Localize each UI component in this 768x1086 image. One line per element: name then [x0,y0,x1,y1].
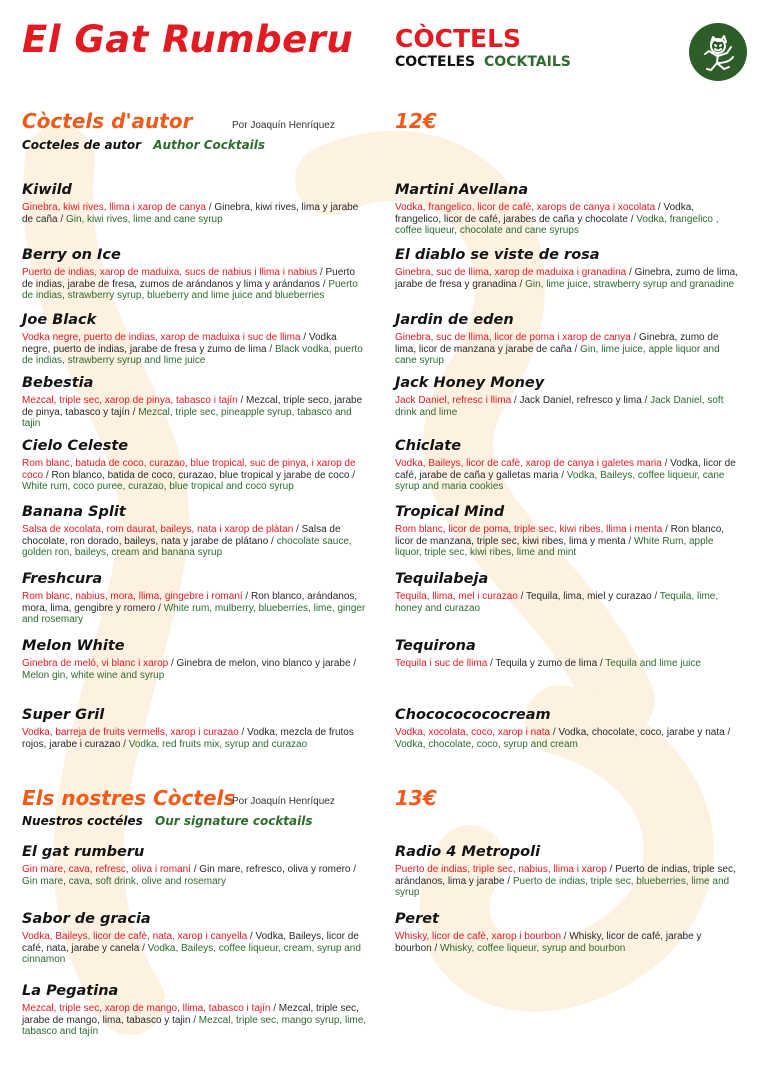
menu-item-description [395,395,740,418]
language-separator: / [627,213,637,225]
menu-item-name: Freshcura [22,571,103,587]
menu-item-description [395,267,740,290]
language-separator: / [641,395,651,406]
menu-item-name: Bebestia [22,375,94,391]
menu-item-description [395,658,740,670]
description-spanish: Vodka, mezcla de frutos rojos, jarabe i curazao [22,727,354,750]
dancing-cat-logo [689,23,747,81]
menu-item-name: Melon White [22,638,125,654]
description-english: Black vodka, puerto de indias, strawberry syrup and lime juice [22,343,363,367]
description-catalan: Ginebra, kiwi rives, llima i xarop de canya [22,202,206,213]
language-separator: / [431,942,441,954]
menu-item-name: Banana Split [22,504,126,520]
language-separator: / [625,535,634,547]
menu-item-name: Joe Black [22,312,97,328]
language-separator: / [57,213,66,225]
description-spanish: Gin mare, refresco, oliva y romero [199,864,351,875]
menu-item-description [22,931,367,966]
section-author-subtitle [22,138,265,153]
brand-title: El Gat Rumberu [22,18,354,61]
menu-item [22,374,367,430]
description-catalan: Rom blanc, licor de poma, triple sec, kiwi ribes, llima i menta [395,524,663,535]
description-spanish: Vodka, Baileys, licor de café, nata, jarabe y canela [22,931,359,954]
description-catalan: Puerto de indias, triple sec, nabius, llima i xarop [395,864,607,875]
menu-item-description [395,591,740,614]
menu-item-description [22,458,367,493]
description-english: Jack Daniel, soft drink and lime [395,395,724,418]
description-spanish: Mezcal, triple sec, jarabe de mango, lima, tabasco y tajin [22,1003,359,1026]
menu-item [395,503,740,559]
menu-item-name: Jardin de eden [395,312,514,328]
section-signature-subtitle-en: Our signature cocktails [155,814,313,828]
cat-icon [689,23,747,81]
menu-item-name: Sabor de gracia [22,911,151,927]
menu-item-description [22,332,367,367]
menu-item [22,246,367,302]
menu-item [22,843,367,887]
language-separator: / [237,395,247,406]
language-separator: / [350,658,357,669]
description-catalan: Ginebra, suc de llima, xarop de maduixa i granadina [395,267,627,278]
description-english: chocolate sauce, golden ron, baileys, cream and banana syrup [22,535,352,559]
description-spanish: Ron blanco, licor de manzana, triple sec, kiwi ribes, lima y menta [395,524,725,547]
menu-item-description [395,727,740,750]
description-english: Vodka, red fruits mix, syrup and curazao [128,738,308,750]
description-english: Vodka, frangelico , coffee liqueur, chocolate and cane syrups [395,213,719,237]
description-english: Melon gin, white wine and syrup [22,669,165,681]
language-separator: / [626,267,635,278]
menu-item-description [22,658,367,681]
description-spanish: Jack Daniel, refresco y lima [519,395,642,406]
description-catalan: Vodka negre, puerto de indias, xarop de maduixa i suc de llima [22,332,301,343]
description-catalan: Vodka, Baileys, licor de cafè, xarop de canya i galetes maria [395,458,662,469]
menu-item [395,311,740,367]
menu-item [22,570,367,626]
language-separator: / [724,727,731,738]
language-separator: / [247,931,256,942]
menu-item-name: Super Gril [22,707,105,723]
description-spanish: Ginebra de melon, vino blanco y jarabe [176,658,351,669]
menu-item-description [22,202,367,225]
description-catalan: Vodka, Baileys, licor de cafè, nata, xarop i canyella [22,931,248,942]
description-english: White rum, mulberry, blueberries, lime, ginger and rosemary [22,602,366,626]
menu-item-name: Peret [395,911,439,927]
description-spanish: Tequila, lima, miel y curazao [525,591,652,602]
language-separator: / [293,524,302,535]
section-signature-title: Els nostres Còctels [22,786,236,810]
language-separator: / [571,343,581,355]
description-catalan: Vodka, xocolata, coco, xarop i nata [395,727,551,738]
description-english: Tequila and lime juice [605,658,701,669]
language-separator: / [238,727,248,738]
category-subtitle-en: COCKTAILS [484,54,571,70]
menu-item-name: El gat rumberu [22,844,145,860]
language-separator: / [558,469,567,481]
description-english: Mezcal, triple sec, mango syrup, lime, tabasco and tajín [22,1014,367,1038]
language-separator: / [516,278,526,290]
language-separator: / [190,1014,199,1026]
description-catalan: Mezcal, triple sec, xarop de mango, llima, tabasco i tajín [22,1003,271,1014]
menu-item-name: Jack Honey Money [395,375,545,391]
menu-item-description [22,591,367,626]
menu-item-description [22,1003,367,1038]
menu-item-description [22,395,367,430]
menu-item-name: Chiclate [395,438,462,454]
language-separator: / [205,202,215,213]
description-catalan: Ginebra de meló, vi blanc i xarop [22,658,169,669]
description-english: Tequila, lime, honey and curazao [395,591,719,614]
description-spanish: Mezcal, triple seco, jarabe de pinya, tabasco y tajín [22,395,363,418]
category-title: CÒCTELS [395,24,522,53]
language-separator: / [139,942,148,954]
description-spanish: Vodka, frangelico, licor de café, jarabes de caña y chocolate [395,202,695,225]
menu-item-name: Tequirona [395,638,476,654]
language-separator: / [268,535,277,547]
description-spanish: Tequila y zumo de lima [495,658,598,669]
section-author-subtitle-en: Author Cocktails [153,138,266,152]
menu-item-description [395,458,740,493]
description-spanish: Puerto de indias, jarabe de fresa, zumos de arándanos y lima y arándanos [22,267,355,290]
menu-item-name: Tropical Mind [395,504,505,520]
description-catalan: Whisky, licor de cafè, xarop i bourbon [395,931,562,942]
description-english: Vodka, Baileys, coffee liqueur, cane syrup and maria cookies [395,469,725,493]
description-spanish: Ginebra, zumo de lima, jarabe de fresa y granadina [395,267,738,290]
language-separator: / [168,658,177,669]
description-catalan: Puerto de indias, xarop de maduixa, sucs de nabius i llima i nabius [22,267,318,278]
description-catalan: Rom blanc, batuda de coco, curazao, blue tropical, suc de pinya, i xarop de coco [22,458,356,481]
language-separator: / [43,469,52,481]
language-separator: / [655,202,664,213]
menu-item-name: Berry on Ice [22,247,121,263]
language-separator: / [511,395,520,406]
section-author-price: 12€ [395,109,437,133]
language-separator: / [661,458,671,469]
description-catalan: Jack Daniel, refresc i llima [395,395,512,406]
menu-item [395,437,740,493]
description-spanish: Ginebra, zumo de lima, licor de manzana y jarabe de caña [395,332,719,355]
description-catalan: Vodka, barreja de fruits vermells, xarop i curazao [22,727,239,738]
language-separator: / [266,343,275,355]
description-spanish: Vodka, chocolate, coco, jarabe y nata [558,727,725,738]
menu-item [395,637,740,670]
language-separator: / [550,727,559,738]
description-english: Whisky, coffee liqueur, syrup and bourbon [440,942,626,954]
menu-item [395,181,740,237]
description-spanish: Ginebra, kiwi rives, lima y jarabe de caña [22,202,359,225]
description-catalan: Mezcal, triple sec, xarop de pinya, tabasco i tajín [22,395,238,406]
description-catalan: Tequila, llima, mel i curazao [395,591,518,602]
description-english: White rum, coco puree, curazao, blue tropical and coco syrup [22,481,294,493]
language-separator: / [487,658,496,669]
description-english: Gin, lime juice, apple liquor and cane syrup [395,343,720,367]
description-english: Vodka, chocolate, coco, syrup and cream [395,738,578,750]
menu-item-name: Kiwild [22,182,72,198]
menu-item-name: El diablo se viste de rosa [395,247,600,263]
language-separator: / [597,658,606,669]
description-catalan: Ginebra, suc de llima, licor de poma i xarop de canya [395,332,631,343]
section-author-byline: Por Joaquín Henríquez [232,120,335,131]
description-catalan: Rom blanc, nabius, mora, llima, gingebre i romaní [22,591,243,602]
language-separator: / [630,332,640,343]
menu-item [22,503,367,559]
menu-item [22,181,367,225]
menu-item-description [395,332,740,367]
menu-item [22,311,367,367]
menu-item [22,437,367,493]
menu-item [395,843,740,899]
description-spanish: Whisky, licor de café, jarabe y bourbon [395,931,702,954]
language-separator: / [317,267,326,278]
description-english: Vodka, Baileys, coffee liqueur, cream, syrup and cinnamon [22,942,361,966]
language-separator: / [651,591,660,602]
menu-item-description [395,202,740,237]
description-spanish: Ron blanco, arándanos, mora, lima, gengibre y romero [22,591,358,614]
language-separator: / [517,591,526,602]
menu-item-name: Chocococococream [395,707,551,723]
menu-item [395,706,740,750]
menu-item-description [395,524,740,559]
language-separator: / [190,864,200,875]
description-english: Puerto de indias, triple sec, blueberries, lime and syrup [395,875,730,899]
language-separator: / [662,524,671,535]
menu-item [395,246,740,290]
description-spanish: Salsa de chocolate, ron dorado, baileys, nata y jarabe de plátano [22,524,341,547]
language-separator: / [242,591,251,602]
category-subtitle-es: COCTELES [395,54,476,70]
menu-item [22,706,367,750]
language-separator: / [606,864,616,875]
section-signature-price: 13€ [395,786,437,810]
description-english: Gin mare, cava, soft drink, olive and rosemary [22,875,226,887]
menu-item-description [395,864,740,899]
menu-item-description [22,267,367,302]
description-spanish: Vodka, licor de café, jarabe de caña y galletas maria [395,458,736,481]
category-subtitle [395,53,571,71]
menu-item [395,374,740,418]
description-english: White Rum, apple liquor, triple sec, kiwi ribes, lime and mint [395,535,714,559]
menu-item [22,637,367,681]
section-signature-byline: Por Joaquín Henríquez [232,796,335,807]
menu-item-name: Tequilabeja [395,571,489,587]
language-separator: / [120,738,129,750]
menu-item [395,910,740,954]
language-separator: / [155,602,164,614]
language-separator: / [270,1003,279,1014]
description-spanish: Puerto de indias, triple sec, arándanos, lima y jarabe [395,864,736,887]
description-spanish: Ron blanco, batida de coco, curazao, blue tropical y jarabe de coco [51,469,350,481]
menu-item-name: Radio 4 Metropoli [395,844,541,860]
description-catalan: Vodka, frangelico, licor de cafè, xarops de canya i xocolata [395,202,656,213]
section-author-subtitle-es: Cocteles de autor [22,138,142,152]
menu-item [395,570,740,614]
section-signature-subtitle [22,814,313,829]
description-catalan: Tequila i suc de llima [395,658,488,669]
section-signature-subtitle-es: Nuestros coctéles [22,814,143,828]
menu-item-description [22,864,367,887]
menu-item-name: Martini Avellana [395,182,529,198]
menu-item-description [22,524,367,559]
menu-item [22,982,367,1038]
language-separator: / [350,864,357,875]
language-separator: / [504,875,513,887]
language-separator: / [300,332,309,343]
menu-item-name: Cielo Celeste [22,438,129,454]
language-separator: / [349,469,355,481]
menu-item-description [22,727,367,750]
description-catalan: Gin mare, cava, refresc, oliva i romaní [22,864,191,875]
description-catalan: Salsa de xocolata, rom daurat, baileys, nata i xarop de plàtan [22,524,294,535]
language-separator: / [561,931,570,942]
description-spanish: Vodka negre, puerto de indias, jarabe de fresa y zumo de lima [22,332,337,355]
menu-item-description [395,931,740,954]
section-author-title: Còctels d'autor [22,109,193,133]
description-english: Gin, lime juice, strawberry syrup and granadine [525,278,735,290]
description-english: Mezcal, triple sec, pineapple syrup, tabasco and tajin [22,406,352,430]
language-separator: / [319,278,329,290]
menu-item [22,910,367,966]
language-separator: / [129,406,139,418]
description-english: Gin, kiwi rives, lime and cane syrup [65,213,223,225]
menu-item-name: La Pegatina [22,983,119,999]
description-english: Puerto de indias, strawberry syrup, blueberry and lime juice and blueberries [22,278,358,302]
